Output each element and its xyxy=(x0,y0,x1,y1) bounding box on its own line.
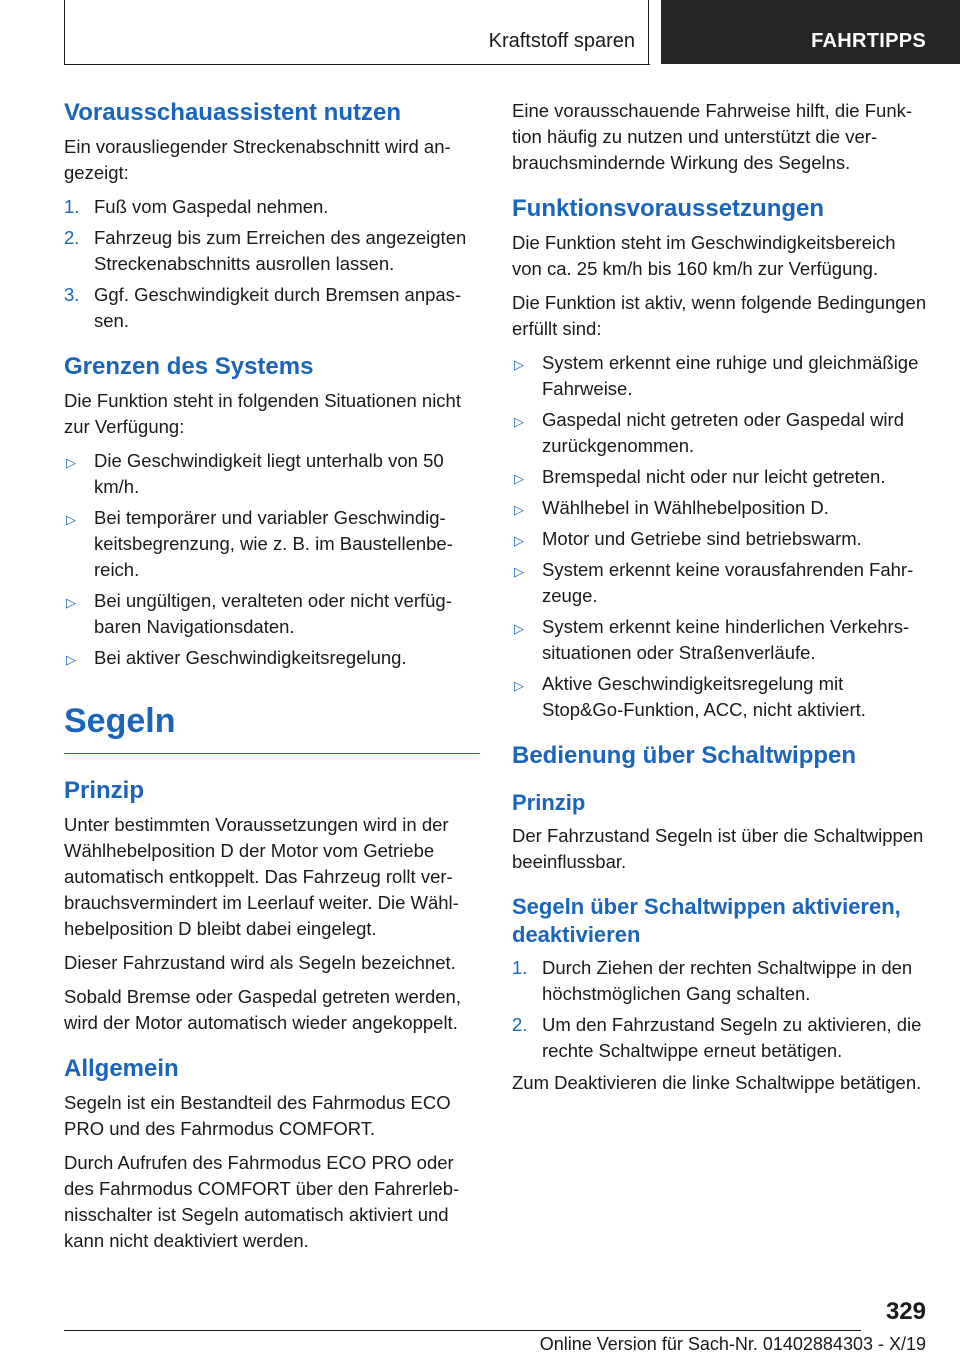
right-column xyxy=(512,98,928,1104)
step-number: 2. xyxy=(512,1014,528,1035)
list-item xyxy=(64,505,480,583)
grenzen-bullets xyxy=(64,448,480,671)
list-item xyxy=(64,588,480,640)
chapter-tab xyxy=(661,0,960,64)
bullet-triangle-icon: ▷ xyxy=(514,564,524,579)
step-text: Fahrzeug bis zum Erreichen des angezeigten Streckenabschnitts ausrollen lassen. xyxy=(94,227,467,274)
list-item xyxy=(512,526,928,552)
bullet-triangle-icon: ▷ xyxy=(514,357,524,372)
list-item xyxy=(64,645,480,671)
bullet-text: Motor und Getriebe sind betriebswarm. xyxy=(542,528,862,549)
heading-aktivieren: Segeln über Schaltwippen aktivieren, deaktivieren xyxy=(512,894,901,947)
list-item xyxy=(64,194,480,220)
grenzen-intro: Die Funktion steht in folgenden Situationen nicht zur Verfügung: xyxy=(64,390,461,437)
list-item xyxy=(512,350,928,402)
list-item xyxy=(512,955,928,1007)
list-item xyxy=(64,448,480,500)
bullet-triangle-icon: ▷ xyxy=(66,455,76,470)
aktivieren-steps xyxy=(512,955,928,1064)
page-header xyxy=(0,0,960,66)
bullet-text: System erkennt eine ruhige und gleichmäßige Fahrweise. xyxy=(542,352,919,399)
bullet-triangle-icon: ▷ xyxy=(514,414,524,429)
allgemein-paragraph: Durch Aufrufen des Fahrmodus ECO PRO oder des Fahrmodus COMFORT über den Fahrerlebnisschalter ist Segeln automatisch aktiviert und kann nicht deaktiviert werden. xyxy=(64,1152,460,1251)
bullet-triangle-icon: ▷ xyxy=(66,652,76,667)
header-divider xyxy=(648,0,649,64)
section-title: Kraftstoff sparen xyxy=(488,30,635,52)
bullet-text: Gaspedal nicht getreten oder Gaspedal wird zurückgenommen. xyxy=(542,409,904,456)
header-bottom-rule xyxy=(64,64,650,65)
bullet-triangle-icon: ▷ xyxy=(514,621,524,636)
vorausschau-steps xyxy=(64,194,480,334)
bullet-text: Bei aktiver Geschwindigkeitsregelung. xyxy=(94,647,407,668)
bullet-text: Aktive Geschwindigkeitsregelung mit Stop&Go-Funktion, ACC, nicht aktiviert. xyxy=(542,673,866,720)
bullet-triangle-icon: ▷ xyxy=(514,471,524,486)
funktion-paragraph: Die Funktion steht im Geschwindigkeitsbereich von ca. 25 km/h bis 160 km/h zur Verfügung. xyxy=(512,232,896,279)
prinzip-paragraph: Sobald Bremse oder Gaspedal getreten werden, wird der Motor automatisch wieder angekoppelt. xyxy=(64,986,461,1033)
list-item xyxy=(512,464,928,490)
step-text: Durch Ziehen der rechten Schaltwippe in den höchstmöglichen Gang schalten. xyxy=(542,957,913,1004)
left-column xyxy=(64,98,480,1262)
bullet-triangle-icon: ▷ xyxy=(66,595,76,610)
bullet-text: Die Geschwindigkeit liegt unterhalb von 50 km/h. xyxy=(94,450,444,497)
bullet-triangle-icon: ▷ xyxy=(514,533,524,548)
heading-grenzen: Grenzen des Systems xyxy=(64,353,314,380)
prinzip-right-paragraph: Der Fahrzustand Segeln ist über die Schaltwippen beeinflussbar. xyxy=(512,825,924,872)
bullet-text: Bei ungültigen, veralteten oder nicht verfügbaren Navigationsdaten. xyxy=(94,590,452,637)
step-text: Fuß vom Gaspedal nehmen. xyxy=(94,196,329,217)
bullet-text: System erkennt keine vorausfahrenden Fahrzeuge. xyxy=(542,559,914,606)
list-item xyxy=(512,557,928,609)
heading-vorausschauassistent: Vorausschauassistent nutzen xyxy=(64,99,401,126)
vorausschau-intro: Ein vorausliegender Streckenabschnitt wird angezeigt: xyxy=(64,136,451,183)
list-item xyxy=(512,614,928,666)
funktion-bullets xyxy=(512,350,928,723)
page-number: 329 xyxy=(885,1298,926,1325)
step-number: 2. xyxy=(64,227,80,248)
bullet-triangle-icon: ▷ xyxy=(66,512,76,527)
heading-prinzip-right: Prinzip xyxy=(512,790,586,815)
right-intro: Eine vorausschauende Fahrweise hilft, die Funktion häufig zu nutzen und unterstützt die verbrauchsmindernde Wirkung des Segelns. xyxy=(512,100,913,173)
bullet-text: Wählhebel in Wählhebelposition D. xyxy=(542,497,829,518)
online-version: Online Version für Sach-Nr. 01402884303 - X/19 xyxy=(539,1334,926,1354)
footer-rule xyxy=(64,1330,861,1331)
header-left-rule xyxy=(64,0,65,64)
bullet-triangle-icon: ▷ xyxy=(514,678,524,693)
step-number: 3. xyxy=(64,284,80,305)
step-text: Um den Fahrzustand Segeln zu aktivieren, die rechte Schaltwippe erneut betätigen. xyxy=(542,1014,922,1061)
heading-bedienung: Bedienung über Schaltwippen xyxy=(512,742,857,769)
aktivieren-outro: Zum Deaktivieren die linke Schaltwippe betätigen. xyxy=(512,1072,922,1093)
list-item xyxy=(64,225,480,277)
heading-prinzip: Prinzip xyxy=(64,777,145,804)
page-footer xyxy=(0,1290,960,1362)
list-item xyxy=(64,282,480,334)
chapter-title: FAHRTIPPS xyxy=(811,30,926,52)
segeln-title-block xyxy=(64,699,480,754)
bullet-text: System erkennt keine hinderlichen Verkehrssituationen oder Straßenverläufe. xyxy=(542,616,910,663)
step-text: Ggf. Geschwindigkeit durch Bremsen anpassen. xyxy=(94,284,462,331)
list-item xyxy=(512,1012,928,1064)
step-number: 1. xyxy=(64,196,80,217)
bullet-text: Bei temporärer und variabler Geschwindigkeitsbegrenzung, wie z. B. im Baustellenbereich. xyxy=(94,507,453,580)
list-item xyxy=(512,407,928,459)
prinzip-paragraph: Dieser Fahrzustand wird als Segeln bezeichnet. xyxy=(64,952,456,973)
bullet-text: Bremspedal nicht oder nur leicht getreten. xyxy=(542,466,886,487)
heading-segeln: Segeln xyxy=(64,702,176,740)
list-item xyxy=(512,495,928,521)
prinzip-paragraph: Unter bestimmten Voraussetzungen wird in der Wählhebelposition D der Motor vom Getriebe automatisch entkoppelt. Das Fahrzeug rollt verbrauchsvermindert im Leerlauf weiter. Die Wählhebelposition D bleibt dabei eingelegt. xyxy=(64,814,459,939)
bullet-triangle-icon: ▷ xyxy=(514,502,524,517)
list-item xyxy=(512,671,928,723)
heading-funktionsvoraussetzungen: Funktionsvoraussetzungen xyxy=(512,195,825,222)
funktion-paragraph: Die Funktion ist aktiv, wenn folgende Bedingungen erfüllt sind: xyxy=(512,292,927,339)
heading-allgemein: Allgemein xyxy=(64,1055,179,1082)
step-number: 1. xyxy=(512,957,528,978)
allgemein-paragraph: Segeln ist ein Bestandteil des Fahrmodus ECO PRO und des Fahrmodus COMFORT. xyxy=(64,1092,451,1139)
